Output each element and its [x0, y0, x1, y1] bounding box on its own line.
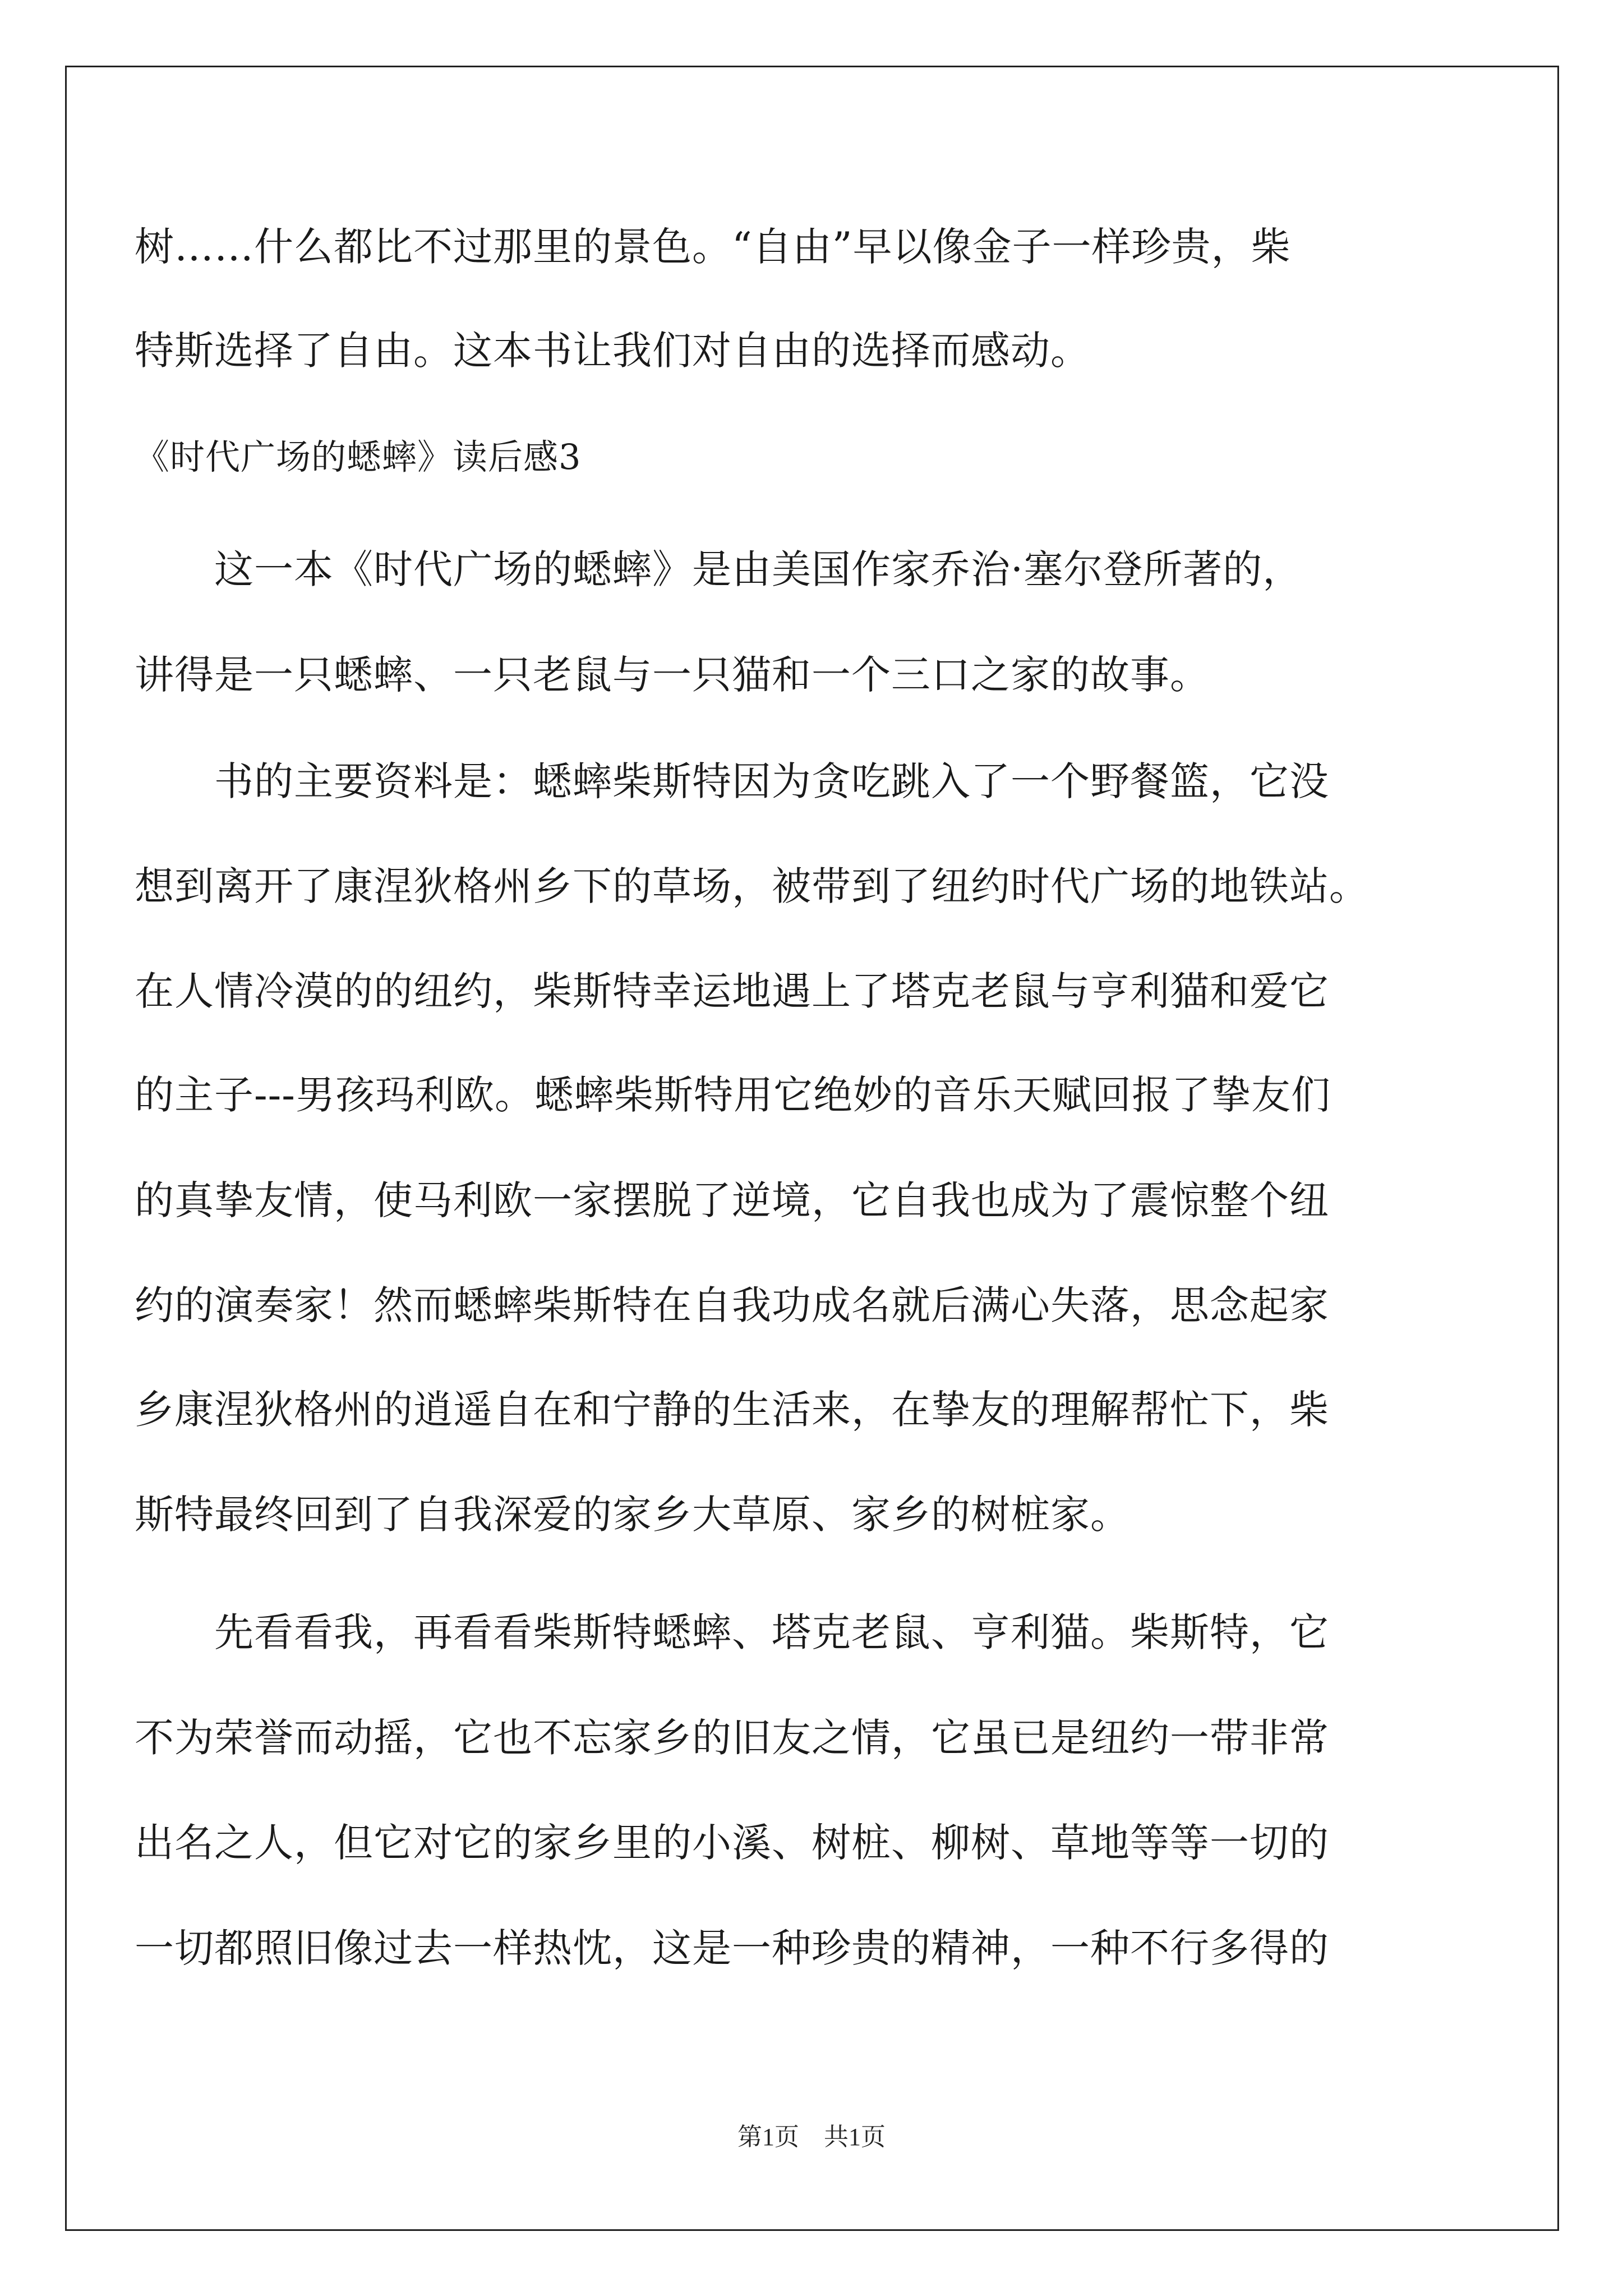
text-line: 的主子---男孩玛利欧。蟋蟀柴斯特用它绝妙的音乐天赋回报了挚友们 [135, 1072, 1331, 1118]
section-heading: 《时代广场的蟋蟀》读后感3 [135, 436, 582, 477]
text-line: 约的演奏家！然而蟋蟀柴斯特在自我功成名就后满心失落，思念起家 [135, 1282, 1329, 1328]
page-footer: 第1页 共1页 [737, 2123, 886, 2151]
text-line: 讲得是一只蟋蟀、一只老鼠与一只猫和一个三口之家的故事。 [135, 652, 1210, 698]
text-line: 乡康涅狄格州的逍遥自在和宁静的生活来，在挚友的理解帮忙下，柴 [135, 1387, 1329, 1433]
text-line: 特斯选择了自由。这本书让我们对自由的选择而感动。 [135, 328, 1090, 374]
text-line: 的真挚友情，使马利欧一家摆脱了逆境，它自我也成为了震惊整个纽 [135, 1177, 1329, 1223]
text-line: 不为荣誉而动摇，它也不忘家乡的旧友之情，它虽已是纽约一带非常 [135, 1715, 1329, 1761]
text-line: 出名之人，但它对它的家乡里的小溪、树桩、柳树、草地等等一切的 [135, 1820, 1329, 1866]
text-line: 这一本《时代广场的蟋蟀》是由美国作家乔治·塞尔登所著的， [135, 546, 1303, 592]
text-line: 树……什么都比不过那里的景色。“自由”早以像金子一样珍贵，柴 [135, 224, 1291, 270]
text-line: 先看看我，再看看柴斯特蟋蟀、塔克老鼠、亨利猫。柴斯特，它 [135, 1609, 1329, 1655]
text-line: 一切都照旧像过去一样热忱，这是一种珍贵的精神，一种不行多得的 [135, 1925, 1329, 1971]
page-border [65, 66, 1559, 2231]
text-line: 在人情冷漠的的纽约，柴斯特幸运地遇上了塔克老鼠与亨利猫和爱它 [135, 968, 1329, 1014]
text-line: 书的主要资料是：蟋蟀柴斯特因为贪吃跳入了一个野餐篮，它没 [135, 758, 1329, 804]
text-line: 想到离开了康涅狄格州乡下的草场，被带到了纽约时代广场的地铁站。 [135, 863, 1369, 909]
text-line: 斯特最终回到了自我深爱的家乡大草原、家乡的树桩家。 [135, 1492, 1130, 1538]
